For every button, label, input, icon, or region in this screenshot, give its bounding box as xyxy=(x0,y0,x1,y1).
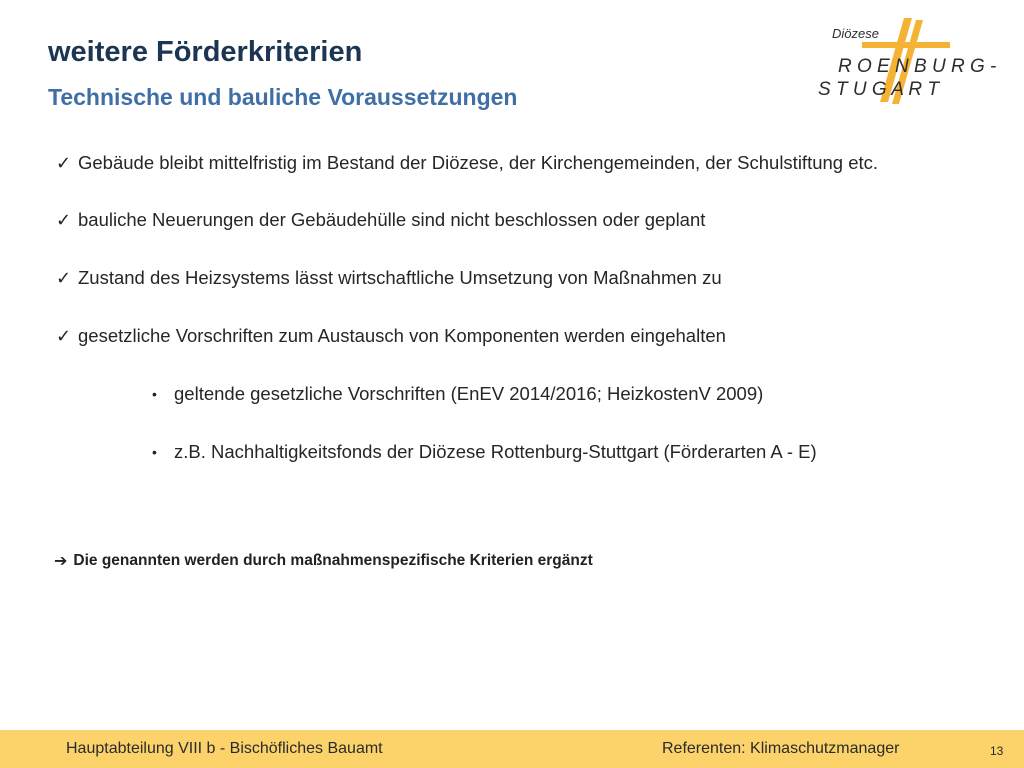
footer-department: Hauptabteilung VIII b - Bischöfliches Bauamt xyxy=(66,740,383,757)
bullet-icon: • xyxy=(152,386,157,402)
checklist-item-text: bauliche Neuerungen der Gebäudehülle sind nicht beschlossen oder geplant xyxy=(78,209,706,230)
bullet-icon: • xyxy=(152,444,157,460)
checklist-item-text: gesetzliche Vorschriften zum Austausch von Komponenten werden eingehalten xyxy=(78,325,726,346)
page-number: 13 xyxy=(990,744,1004,758)
check-icon: ✓ xyxy=(56,209,72,230)
summary-note-text: Die genannten werden durch maßnahmenspezifische Kriterien ergänzt xyxy=(73,552,593,569)
checklist-item xyxy=(56,325,726,347)
diocese-logo xyxy=(812,14,1002,106)
checklist-item-text: Gebäude bleibt mittelfristig im Bestand der Diözese, der Kirchengemeinden, der Schulstiftung etc. xyxy=(78,152,879,173)
slide-subtitle: Technische und bauliche Voraussetzungen xyxy=(48,84,518,110)
check-icon: ✓ xyxy=(56,267,72,288)
logo-word-top: Diözese xyxy=(832,26,879,41)
summary-note xyxy=(54,551,593,571)
subbullet-item xyxy=(152,441,817,463)
checklist-item-text: Zustand des Heizsystems lässt wirtschaftliche Umsetzung von Maßnahmen zu xyxy=(78,267,722,288)
subbullet-item xyxy=(152,383,763,405)
checklist-item xyxy=(56,267,722,289)
footer-bar xyxy=(0,730,1024,768)
logo-line-2: S T U G A R T xyxy=(818,79,940,100)
footer-presenters: Referenten: Klimaschutzmanager xyxy=(662,740,900,757)
check-icon: ✓ xyxy=(56,325,72,346)
arrow-right-icon: ➔ xyxy=(54,553,68,570)
slide-title: weitere Förderkriterien xyxy=(48,36,363,68)
subbullet-item-text: geltende gesetzliche Vorschriften (EnEV 2014/2016; HeizkostenV 2009) xyxy=(174,383,764,404)
check-icon: ✓ xyxy=(56,152,72,173)
subbullet-item-text: z.B. Nachhaltigkeitsfonds der Diözese Rottenburg-Stuttgart (Förderarten A - E) xyxy=(174,441,817,462)
logo-line-1: R O E N B U R G - xyxy=(838,56,997,77)
checklist-item xyxy=(56,209,705,231)
checklist-item xyxy=(56,152,878,174)
